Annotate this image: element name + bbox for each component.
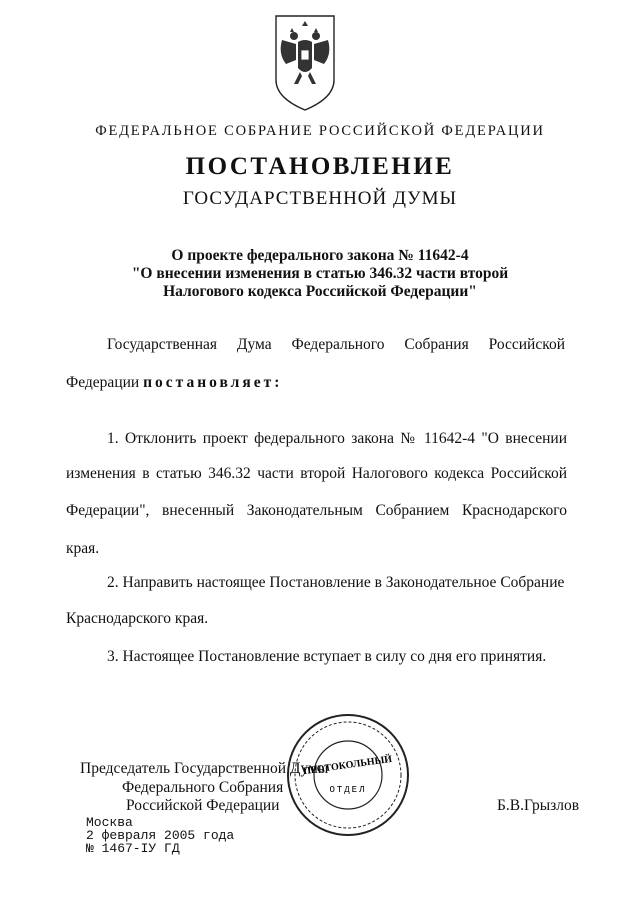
coat-of-arms-icon [272, 14, 338, 112]
signatory-title-line-2: Федерального Собрания [122, 779, 284, 796]
subject-line-2: "О внесении изменения в статью 346.32 части второй [131, 265, 509, 282]
footer-city: Москва [86, 815, 133, 830]
document-type-title: ПОСТАНОВЛЕНИЕ [185, 153, 455, 180]
stamp-text-top: ПРОТОКОЛЬНЫЙ [302, 753, 393, 778]
signatory-title-line-3: Российской Федерации [126, 797, 280, 814]
point-1-line-3: Федерации", внесенный Законодательным Собранием Краснодарского [66, 502, 567, 519]
point-3-line-1: 3. Настоящее Постановление вступает в силу со дня его принятия. [107, 648, 547, 665]
stamp-text-bottom: ОТДЕЛ [329, 785, 367, 795]
document-issuer-subtitle: ГОСУДАРСТВЕННОЙ ДУМЫ [182, 188, 458, 209]
signatory-title-line-1: Председатель Государственной Думы [80, 760, 329, 777]
subject-line-1: О проекте федерального закона № 11642-4 [171, 247, 469, 264]
point-1-line-2: изменения в статью 346.32 части второй Налогового кодекса Российской [66, 465, 567, 482]
subject-line-3: Налогового кодекса Российской Федерации" [163, 283, 477, 300]
organization-heading: ФЕДЕРАЛЬНОЕ СОБРАНИЕ РОССИЙСКОЙ ФЕДЕРАЦИИ [95, 123, 545, 139]
point-1-line-4: края. [66, 540, 100, 557]
intro-prefix: Федерации [66, 374, 140, 391]
point-2-line-2: Краснодарского края. [66, 610, 209, 627]
footer-date: 2 февраля 2005 года [86, 828, 235, 843]
footer-number: № 1467-IУ ГД [86, 841, 180, 856]
signatory-name: Б.В.Грызлов [497, 797, 580, 814]
intro-line-2 [66, 374, 282, 392]
official-stamp [285, 712, 411, 838]
point-1-line-1: 1. Отклонить проект федерального закона № 11642-4 "О внесении [107, 430, 567, 447]
intro-line-1: Государственная Дума Федерального Собрания Российской [107, 336, 565, 353]
point-2-line-1: 2. Направить настоящее Постановление в Законодательное Собрание [107, 574, 565, 591]
resolves-word: постановляет: [143, 374, 283, 391]
